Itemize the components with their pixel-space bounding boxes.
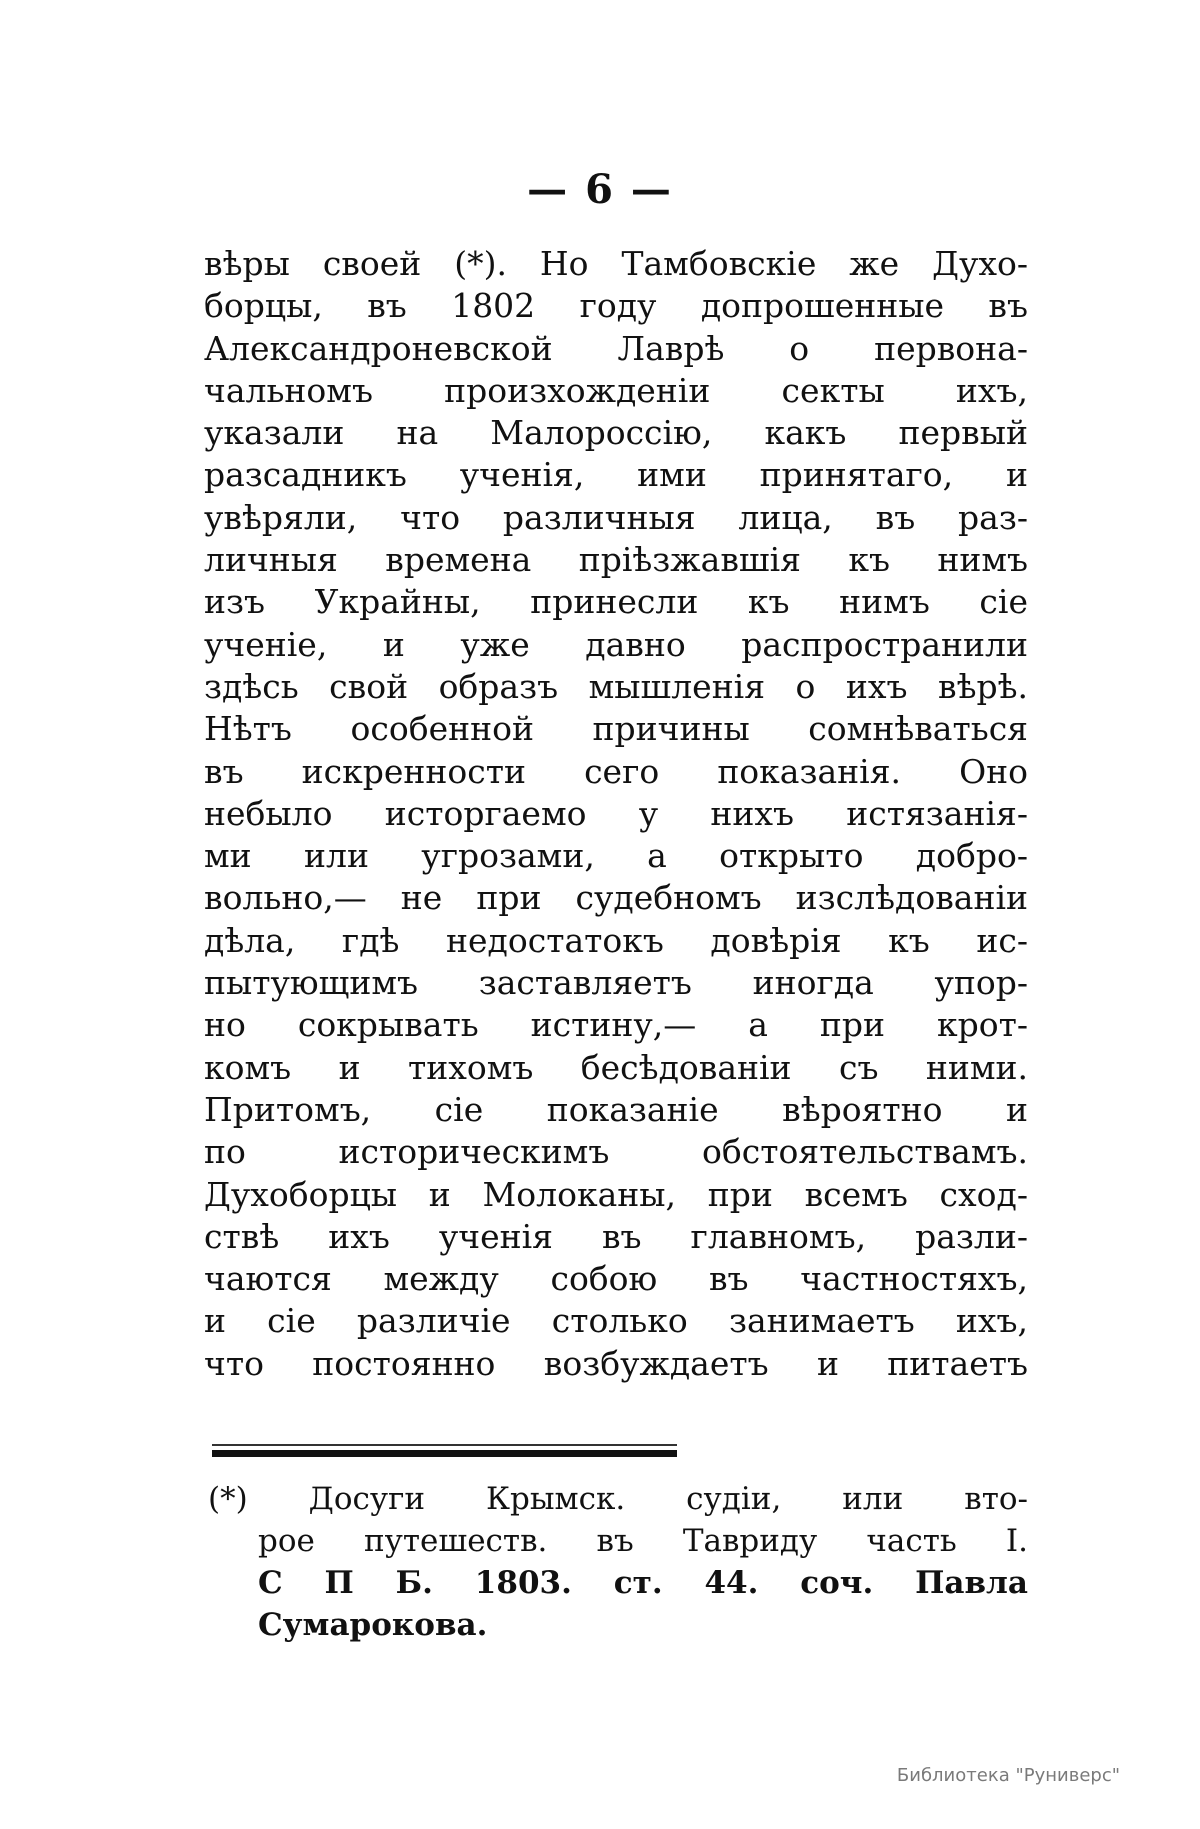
body-line: въ искренности сего показанія. Оно: [204, 751, 1028, 791]
body-line: небыло исторгаемо у нихъ истязанія-: [204, 793, 1028, 833]
body-line: ми или угрозами, а открыто добро-: [204, 836, 1028, 876]
body-line: чаются между собою въ частностяхъ,: [204, 1259, 1028, 1299]
footnote-line: Сумарокова.: [258, 1607, 488, 1643]
body-text: [204, 243, 1028, 1385]
library-watermark: Библиотека "Руниверс": [896, 1765, 1120, 1786]
footnote-line: (*) Досуги Крымск. судіи, или вто-: [208, 1481, 1028, 1517]
footnote-divider-thin: [212, 1444, 677, 1446]
body-line: и сіе различіе столько занимаетъ ихъ,: [204, 1301, 1028, 1341]
body-line: комъ и тихомъ бесѣдованіи съ ними.: [204, 1047, 1028, 1087]
body-line: пытующимъ заставляетъ иногда упор-: [204, 963, 1028, 1003]
body-line: борцы, въ 1802 году допрошенные въ: [204, 286, 1028, 326]
body-line: личныя времена пріѣзжавшія къ нимъ: [204, 540, 1028, 580]
body-line: увѣряли, что различныя лица, въ раз-: [204, 497, 1028, 537]
body-line: ученіе, и уже давно распространили: [204, 624, 1028, 664]
body-line: вѣры своей (*). Но Тамбовскіе же Духо-: [204, 244, 1028, 283]
body-line: здѣсь свой образъ мышленія о ихъ вѣрѣ.: [204, 666, 1028, 706]
footnote-line: рое путешеств. въ Тавриду часть I.: [258, 1523, 1028, 1559]
body-line: но сокрывать истину,— а при крот-: [204, 1005, 1028, 1045]
body-line: Александроневской Лаврѣ о первона-: [204, 328, 1028, 368]
body-line: что постоянно возбуждаетъ и питаетъ: [204, 1343, 1028, 1383]
body-line: дѣла, гдѣ недостатокъ довѣрія къ ис-: [204, 920, 1028, 960]
footnote-line: С П Б. 1803. ст. 44. соч. Павла: [258, 1565, 1028, 1601]
body-line: указали на Малороссію, какъ первый: [204, 413, 1028, 453]
body-line: вольно,— не при судебномъ изслѣдованіи: [204, 878, 1028, 918]
body-line: Притомъ, сіе показаніе вѣроятно и: [204, 1089, 1028, 1129]
body-line: ствѣ ихъ ученія въ главномъ, разли-: [204, 1216, 1028, 1256]
body-line: по историческимъ обстоятельствамъ.: [204, 1132, 1028, 1172]
footnote-divider: [212, 1450, 677, 1457]
body-line: разсадникъ ученія, ими принятаго, и: [204, 455, 1028, 495]
body-line: Нѣтъ особенной причины сомнѣваться: [204, 709, 1028, 749]
body-line: чальномъ произхожденіи секты ихъ,: [204, 370, 1028, 410]
body-line: Духоборцы и Молоканы, при всемъ сход-: [204, 1174, 1028, 1214]
footnote: [208, 1478, 1028, 1646]
body-line: изъ Украйны, принесли къ нимъ сіе: [204, 582, 1028, 622]
page-number: — 6 —: [527, 166, 673, 213]
